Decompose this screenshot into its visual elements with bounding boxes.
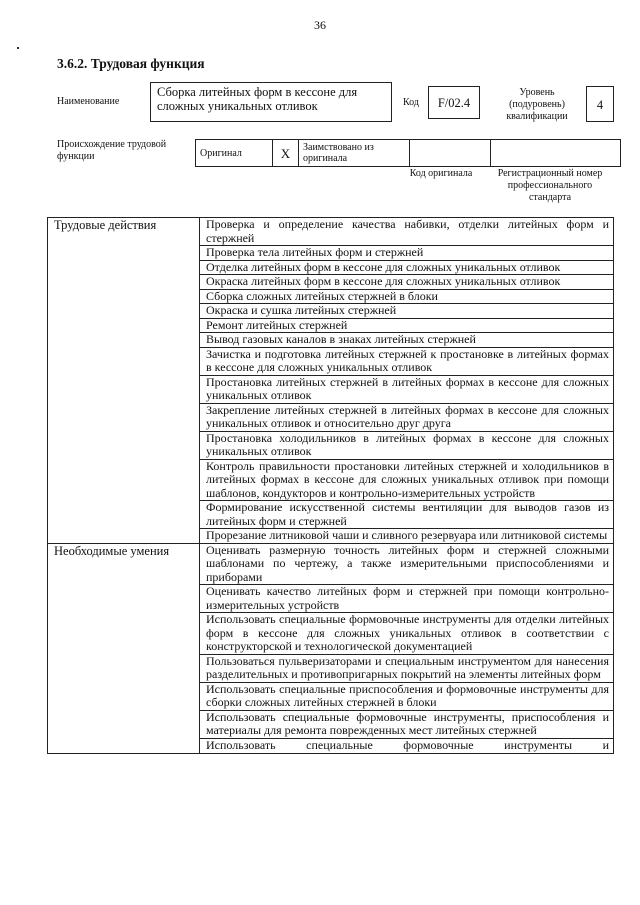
origin-label: Происхождение трудовой функции — [57, 139, 167, 162]
list-item: Формирование искусственной системы вентиляции для выводов газов из литейных форм и стержней — [200, 501, 614, 529]
section-title: 3.6.2. Трудовая функция — [57, 56, 205, 71]
code-original-caption: Код оригинала — [409, 168, 473, 179]
table-row — [48, 543, 614, 585]
code-original-cell — [410, 140, 491, 167]
section-header: Трудовые действия — [48, 218, 200, 544]
list-item: Оценивать размерную точность литейных форм и стержней сложными шаблонами по чертежу, а также измерительными приспособлениями и приборами — [200, 543, 614, 585]
labor-function-table — [47, 217, 614, 754]
section-header: Необходимые умения — [48, 543, 200, 753]
list-item: Использовать специальные приспособления и формовочные инструменты для сборки сложных литейных стержней в блоки — [200, 682, 614, 710]
list-item-text: Использовать специальные формовочные инструменты и — [206, 738, 609, 752]
reg-number-cell — [491, 140, 621, 167]
origin-table — [195, 139, 621, 167]
list-item: Сборка сложных литейных стержней в блоки — [200, 289, 614, 304]
level-value: 4 — [586, 86, 614, 122]
origin-borrowed: Заимствовано из оригинала — [299, 140, 410, 167]
list-item — [200, 738, 614, 753]
list-item: Использовать специальные формовочные инструменты, приспособления и материалы для ремонта поврежденных мест литейных стержней — [200, 710, 614, 738]
name-label: Наименование — [57, 96, 120, 107]
page-number: 36 — [314, 18, 326, 32]
list-item: Простановка холодильников в литейных формах в кессоне для сложных уникальных отливок — [200, 431, 614, 459]
list-item: Окраска литейных форм в кессоне для сложных уникальных отливок — [200, 275, 614, 290]
list-item: Контроль правильности простановки литейных стержней и холодильников в литейных формах в кессоне для сложных уникальных отливок при помощи шаблонов, кондукторов и контрольно-измерительных устройств — [200, 459, 614, 501]
list-item: Закрепление литейных стержней в литейных формах в кессоне для сложных уникальных отливок и относительно друг друга — [200, 403, 614, 431]
code-label: Код — [403, 97, 419, 108]
list-item: Ремонт литейных стержней — [200, 318, 614, 333]
table-row — [48, 218, 614, 246]
list-item: Пользоваться пульверизаторами и специальным инструментом для нанесения разделительных и противопригарных покрытий на элементы литейных форм — [200, 654, 614, 682]
list-item: Окраска и сушка литейных стержней — [200, 304, 614, 319]
code-value: F/02.4 — [428, 86, 480, 119]
origin-original: Оригинал — [196, 140, 273, 167]
list-item: Простановка литейных стержней в литейных формах в кессоне для сложных уникальных отливок — [200, 375, 614, 403]
list-item: Проверка и определение качества набивки, отделки литейных форм и стержней — [200, 218, 614, 246]
list-item: Отделка литейных форм в кессоне для сложных уникальных отливок — [200, 260, 614, 275]
scan-speck — [17, 47, 19, 49]
list-item: Вывод газовых каналов в знаках литейных стержней — [200, 333, 614, 348]
list-item: Проверка тела литейных форм и стержней — [200, 246, 614, 261]
origin-mark: X — [273, 140, 299, 167]
list-item: Использовать специальные формовочные инструменты для отделки литейных форм в кессоне для сложных уникальных отливок в соответствии с конструкторской и технологической документацией — [200, 613, 614, 655]
list-item: Прорезание литниковой чаши и сливного резервуара или литниковой системы — [200, 529, 614, 544]
reg-number-caption: Регистрационный номер профессионального стандарта — [497, 168, 603, 203]
list-item: Зачистка и подготовка литейных стержней к простановке в литейных формах в кессоне для сложных уникальных отливок — [200, 347, 614, 375]
name-value: Сборка литейных форм в кессоне для сложных уникальных отливок — [150, 82, 392, 122]
list-item: Оценивать качество литейных форм и стержней при помощи контрольно-измерительных устройств — [200, 585, 614, 613]
level-label: Уровень (подуровень) квалификации — [506, 87, 568, 122]
